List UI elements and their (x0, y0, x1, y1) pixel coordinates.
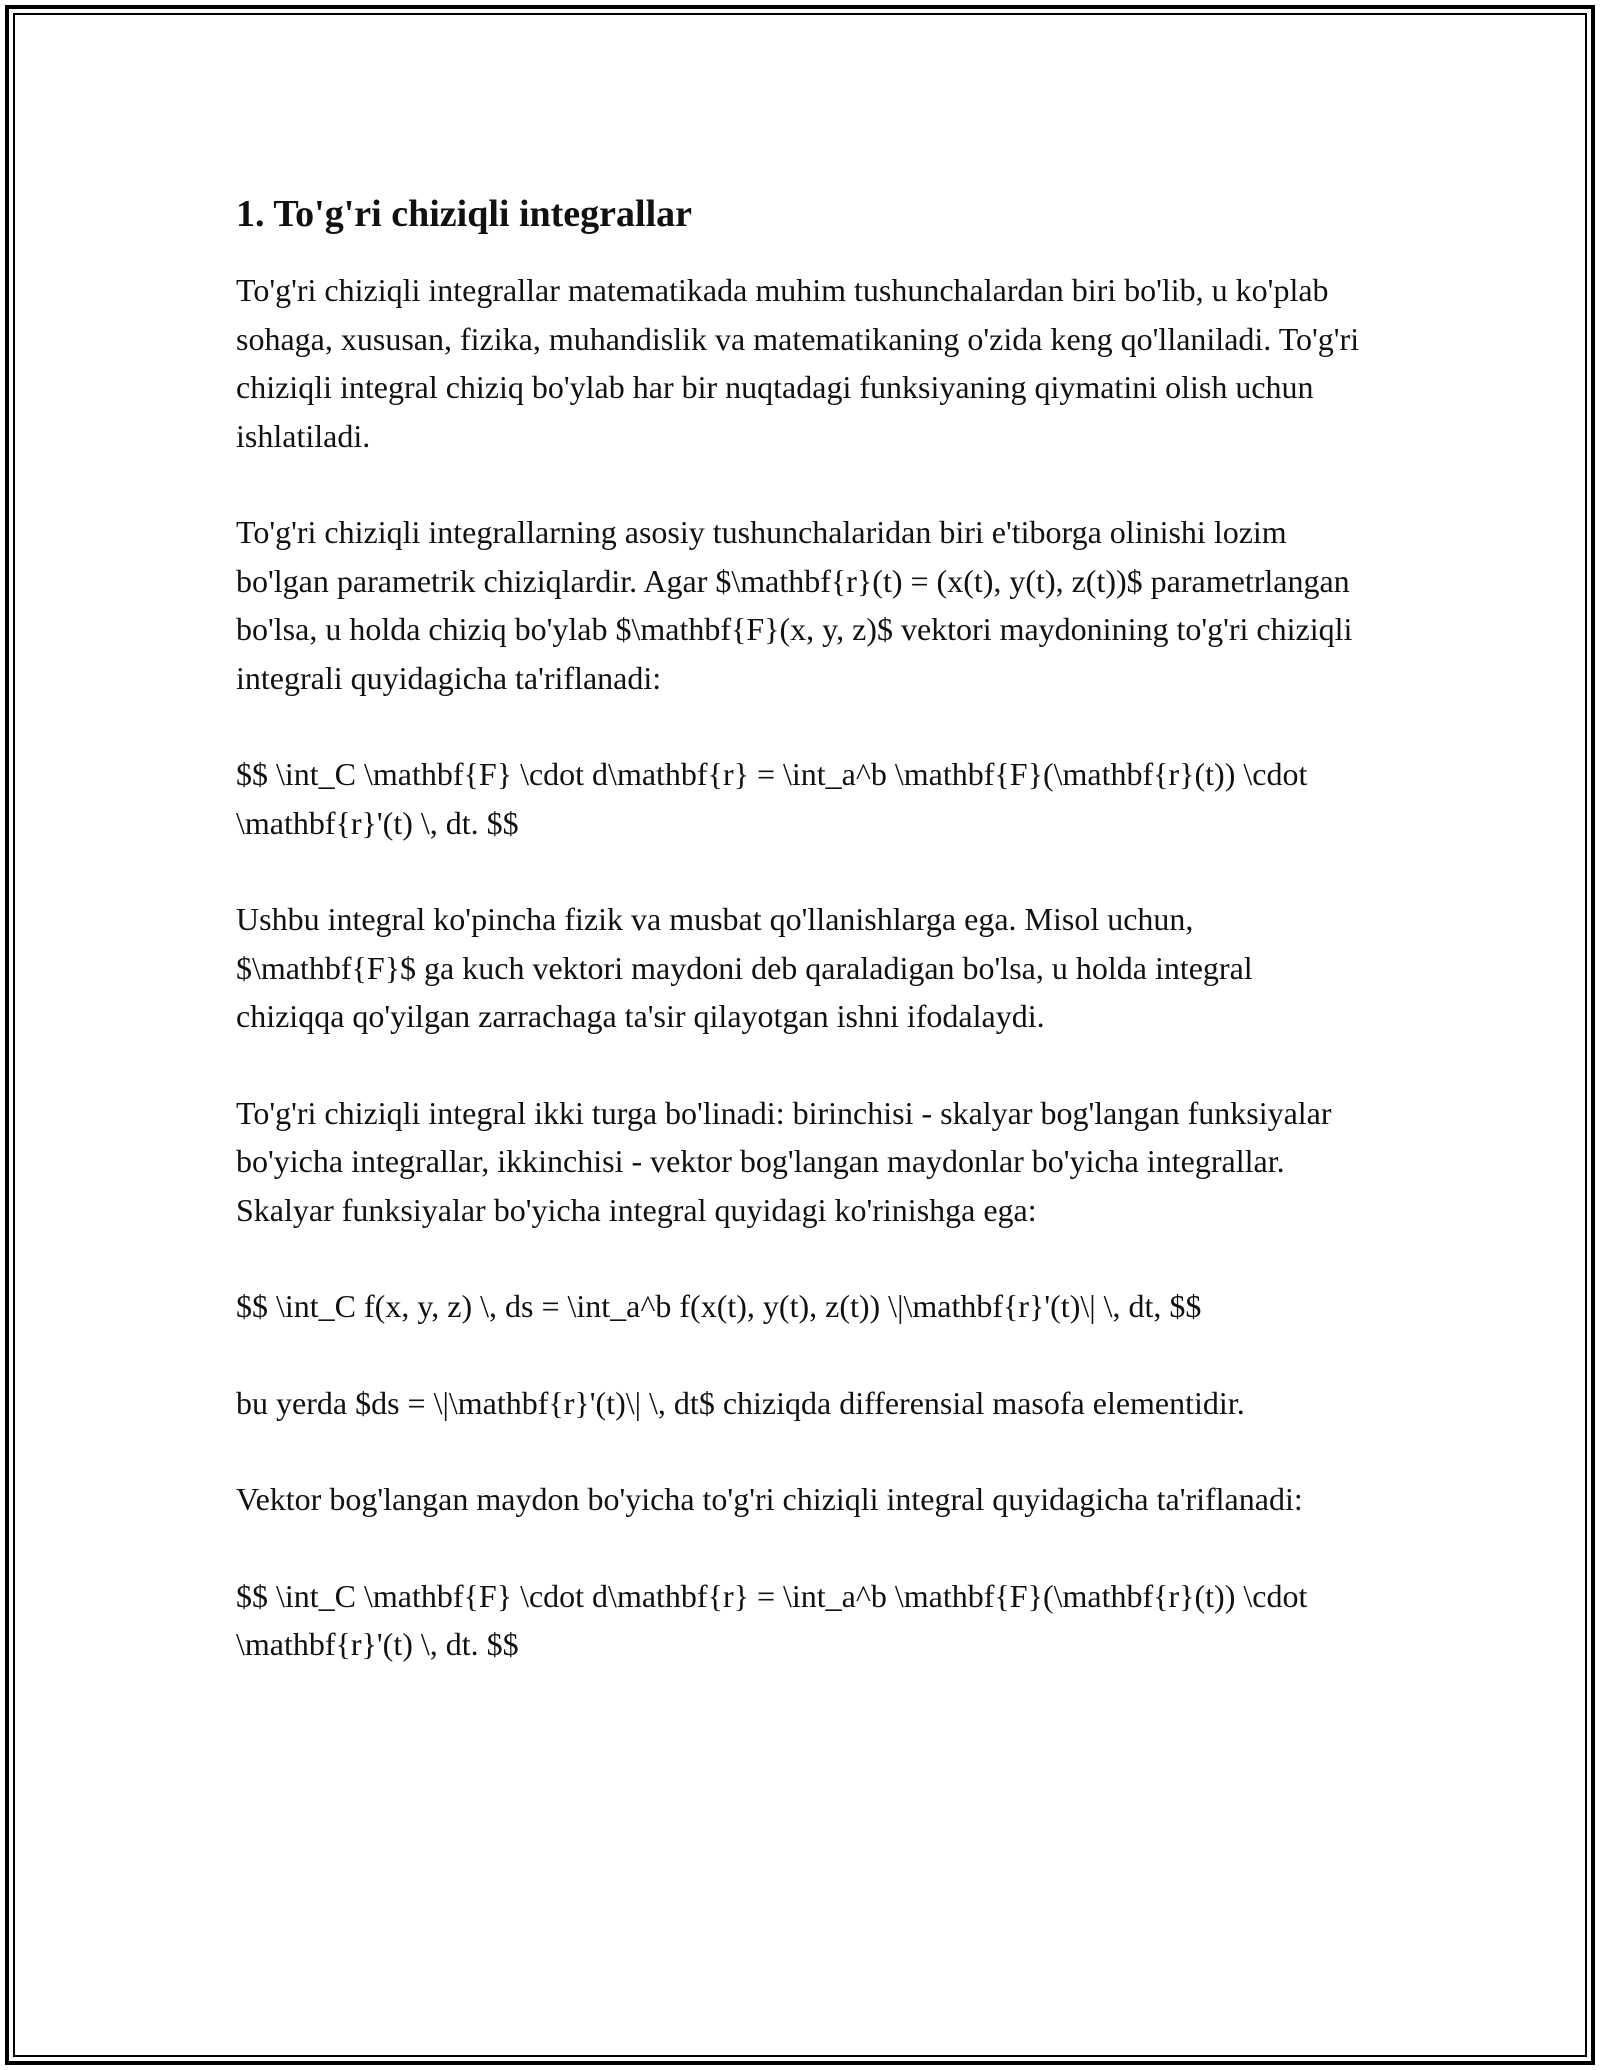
section-heading: 1. To'g'ri chiziqli integrallar (236, 193, 692, 235)
paragraph-vector-field-intro: Vektor bog'langan maydon bo'yicha to'g'ri chiziqli integral quyidagicha ta'riflanadi: (236, 1481, 1303, 1517)
formula-scalar-line-integral: $$ \int_C f(x, y, z) \, ds = \int_a^b f(x(t), y(t), z(t)) \|\mathbf{r}'(t)\| \, dt, $$ (236, 1288, 1202, 1324)
paragraph-parametric-curves: To'g'ri chiziqli integrallarning asosiy tushunchalaridan biri e'tiborga olinishi lozim bo'lgan parametrik chiziqlardir. Agar $\mathbf{r}(t) = (x(t), y(t), z(t))$ parametrlangan bo'lsa, u holda chiziq bo'ylab $\mathbf{F}(x, y, z)$ vektori maydonining to'g'ri chiziqli integrali quyidagicha ta'riflanadi: (236, 514, 1353, 696)
paragraph-intro: To'g'ri chiziqli integrallar matematikada muhim tushunchalardan biri bo'lib, u ko'plab sohaga, xususan, fizika, muhandislik va matematikaning o'zida keng qo'llaniladi. To'g'ri chiziqli integral chiziq bo'ylab har bir nuqtadagi funksiyaning qiymatini olish uchun ishlatiladi. (236, 272, 1360, 454)
paragraph-ds-definition: bu yerda $ds = \|\mathbf{r}'(t)\| \, dt$ chiziqda differensial masofa elementidir. (236, 1384, 1245, 1421)
document-body (236, 188, 1366, 1717)
paragraph-work-interpretation: Ushbu integral ko'pincha fizik va musbat qo'llanishlarga ega. Misol uchun, $\mathbf{F}$ ga kuch vektori maydoni deb qaraladigan bo'lsa, u holda integral chiziqqa qo'yilgan zarrachaga ta'sir qilayotgan ishni ifodalaydi. (236, 901, 1253, 1034)
formula-vector-line-integral: $$ \int_C \mathbf{F} \cdot d\mathbf{r} = \int_a^b \mathbf{F}(\mathbf{r}(t)) \cdot \mathbf{r}'(t) \, dt. $$ (236, 756, 1308, 841)
formula-vector-line-integral-repeat: $$ \int_C \mathbf{F} \cdot d\mathbf{r} = \int_a^b \mathbf{F}(\mathbf{r}(t)) \cdot \mathbf{r}'(t) \, dt. $$ (236, 1577, 1308, 1662)
paragraph-integral-types: To'g'ri chiziqli integral ikki turga bo'linadi: birinchisi - skalyar bog'langan funksiyalar bo'yicha integrallar, ikkinchisi - vektor bog'langan maydonlar bo'yicha integrallar. Skalyar funksiyalar bo'yicha integral quyidagi ko'rinishga ega: (236, 1094, 1332, 1228)
